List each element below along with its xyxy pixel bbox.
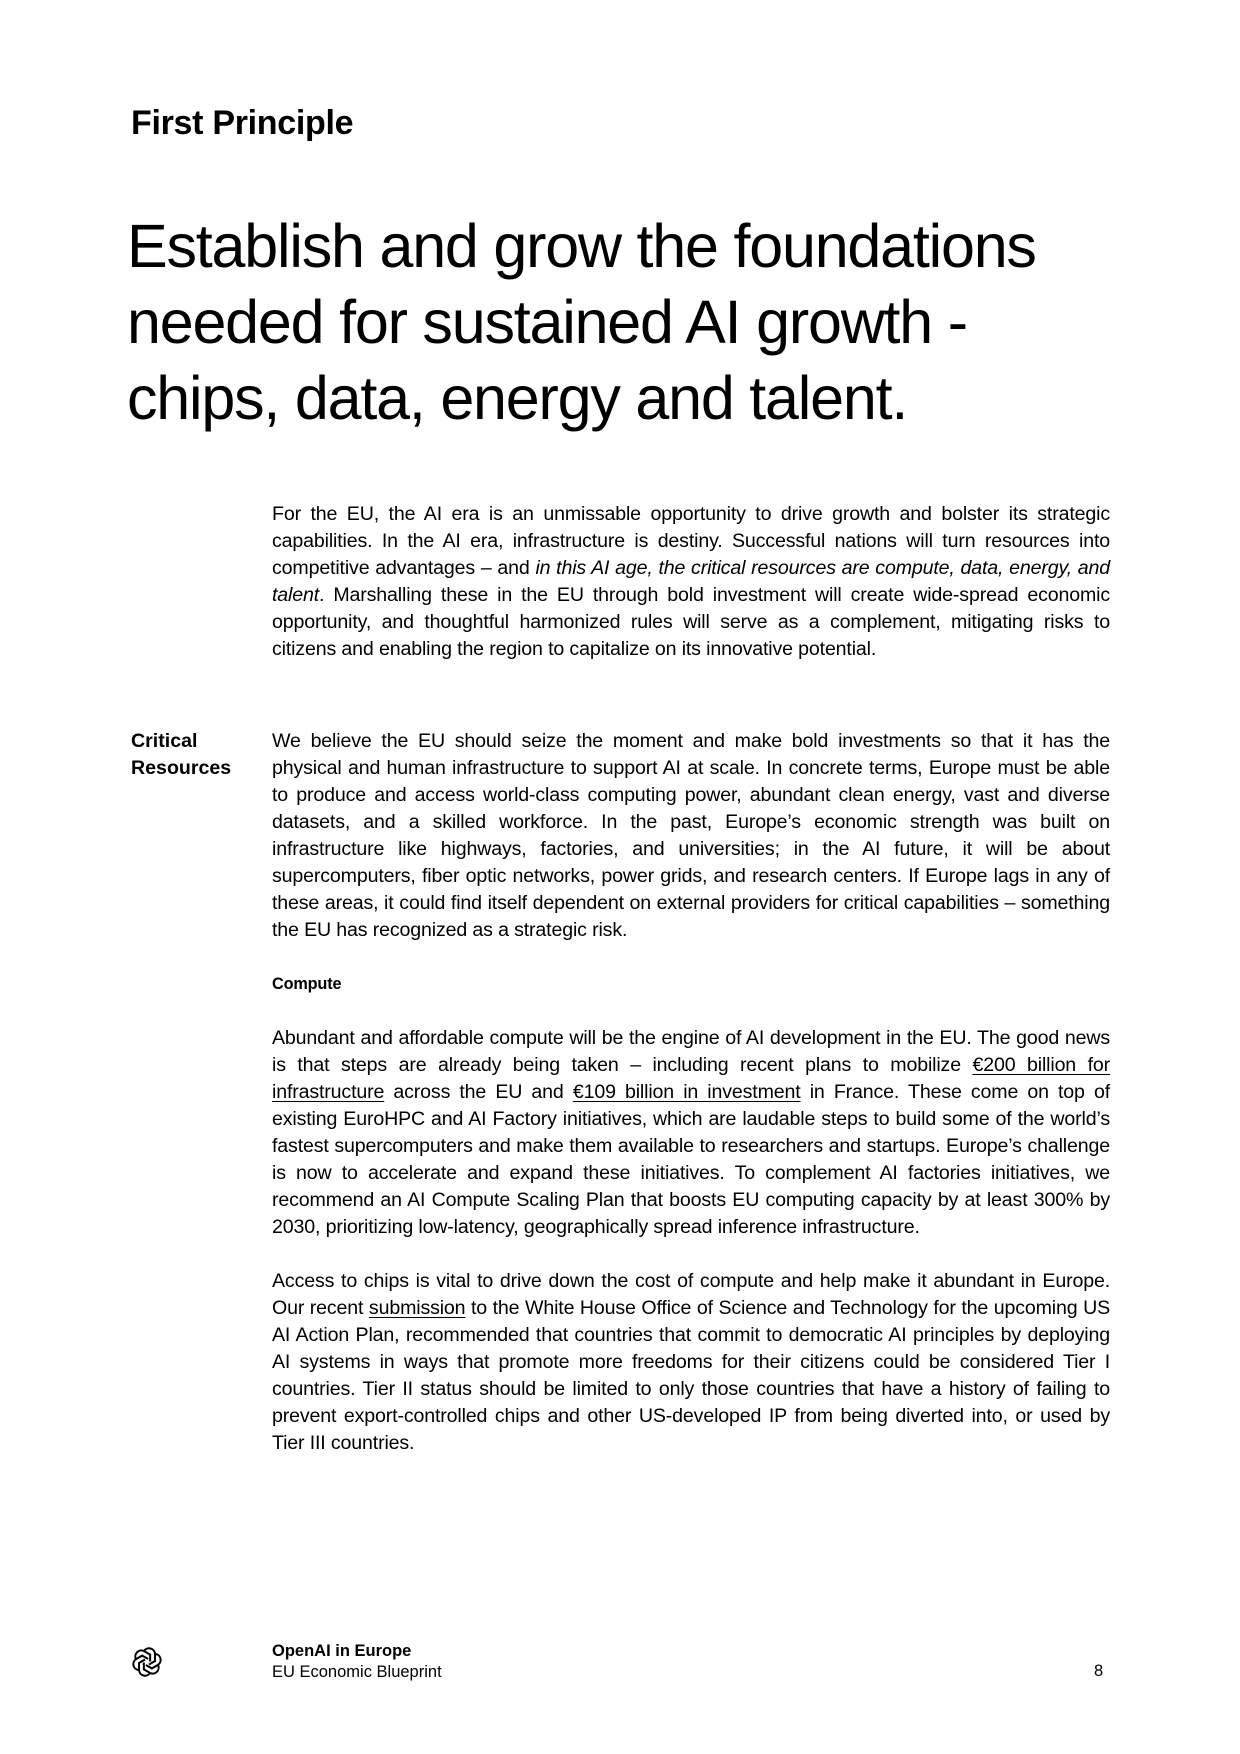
intro-section [272,501,1110,663]
compute-paragraph-1 [272,1025,1110,1241]
compute-p2-text: Access to chips is vital to drive down the cost of compute and help make it abundant in Europe. Our recent [272,1270,1110,1319]
footer-subtitle: EU Economic Blueprint [272,1663,442,1681]
submission-link[interactable]: submission [368,1297,466,1319]
eu-infrastructure-link[interactable]: €200 billion for infrastructure [272,1054,1111,1103]
compute-p2-text-2: to the White House Office of Science and Technology for the upcoming US AI Action Plan, recommended that countries that commit to democratic AI principles by deploying AI systems in ways that promote more freedoms for their citizens could be considered Tier I countries. Tier II status should be limited to only those countries that have a history of failing to prevent export-controlled chips and other US-developed IP from being diverted into, or used by Tier III countries. [272,1297,1110,1454]
critical-resources-section [272,728,1110,1457]
page-number: 8 [1094,1662,1104,1680]
compute-p1-text: Abundant and affordable compute will be the engine of AI development in the EU. The good news is that steps are already being taken – including recent plans to mobilize [272,1027,1110,1076]
critical-resources-paragraph: We believe the EU should seize the moment and make bold investments so that it has the physical and human infrastructure to support AI at scale. In concrete terms, Europe must be able to produce and access world-class computing power, abundant clean energy, vast and diverse datasets, and a skilled workforce. In the past, Europe’s economic strength was built on infrastructure like highways, factories, and universities; in the AI future, it will be about supercomputers, fiber optic networks, power grids, and research centers. If Europe lags in any of these areas, it could find itself dependent on external providers for critical capabilities – something the EU has recognized as a strategic risk. [272,730,1110,941]
openai-logo-icon [130,1645,164,1679]
compute-paragraph-2 [272,1268,1110,1457]
compute-heading: Compute [272,975,342,993]
intro-text: For the EU, the AI era is an unmissable opportunity to drive growth and bolster its strategic capabilities. In the AI era, infrastructure is destiny. Successful nations will turn resources into competitive advantages – and [272,503,1110,579]
eyebrow-label: First Principle [131,104,354,142]
footer-title: OpenAI in Europe [272,1642,412,1660]
footer-info [272,1641,442,1683]
intro-emphasis: in this AI age, the critical resources are compute, data, energy, and talent [272,557,1110,606]
compute-p1-text-3: in France. These come on top of existing EuroHPC and AI Factory initiatives, which are laudable steps to build some of the world’s fastest supercomputers and make them available to researchers and startups. Europe’s challenge is now to accelerate and expand these initiatives. To complement AI factories initiatives, we recommend an AI Compute Scaling Plan that boosts EU computing capacity by at least 300% by 2030, prioritizing low-latency, geographically spread inference infrastructure. [272,1081,1111,1238]
france-investment-link[interactable]: €109 billion in investment [572,1081,801,1103]
critical-resources-label: Critical Resources [131,730,232,779]
intro-text-end: . Marshalling these in the EU through bold investment will create wide-spread economic opportunity, and thoughtful harmonized rules will serve as a complement, mitigating risks to citizens and enabling the region to capitalize on its innovative potential. [272,584,1110,660]
intro-paragraph [272,501,1110,663]
compute-p1-text-2: across the EU and [384,1081,573,1103]
page-headline: Establish and grow the foundations needed for sustained AI growth - chips, data, energy and talent. [127,212,1036,432]
